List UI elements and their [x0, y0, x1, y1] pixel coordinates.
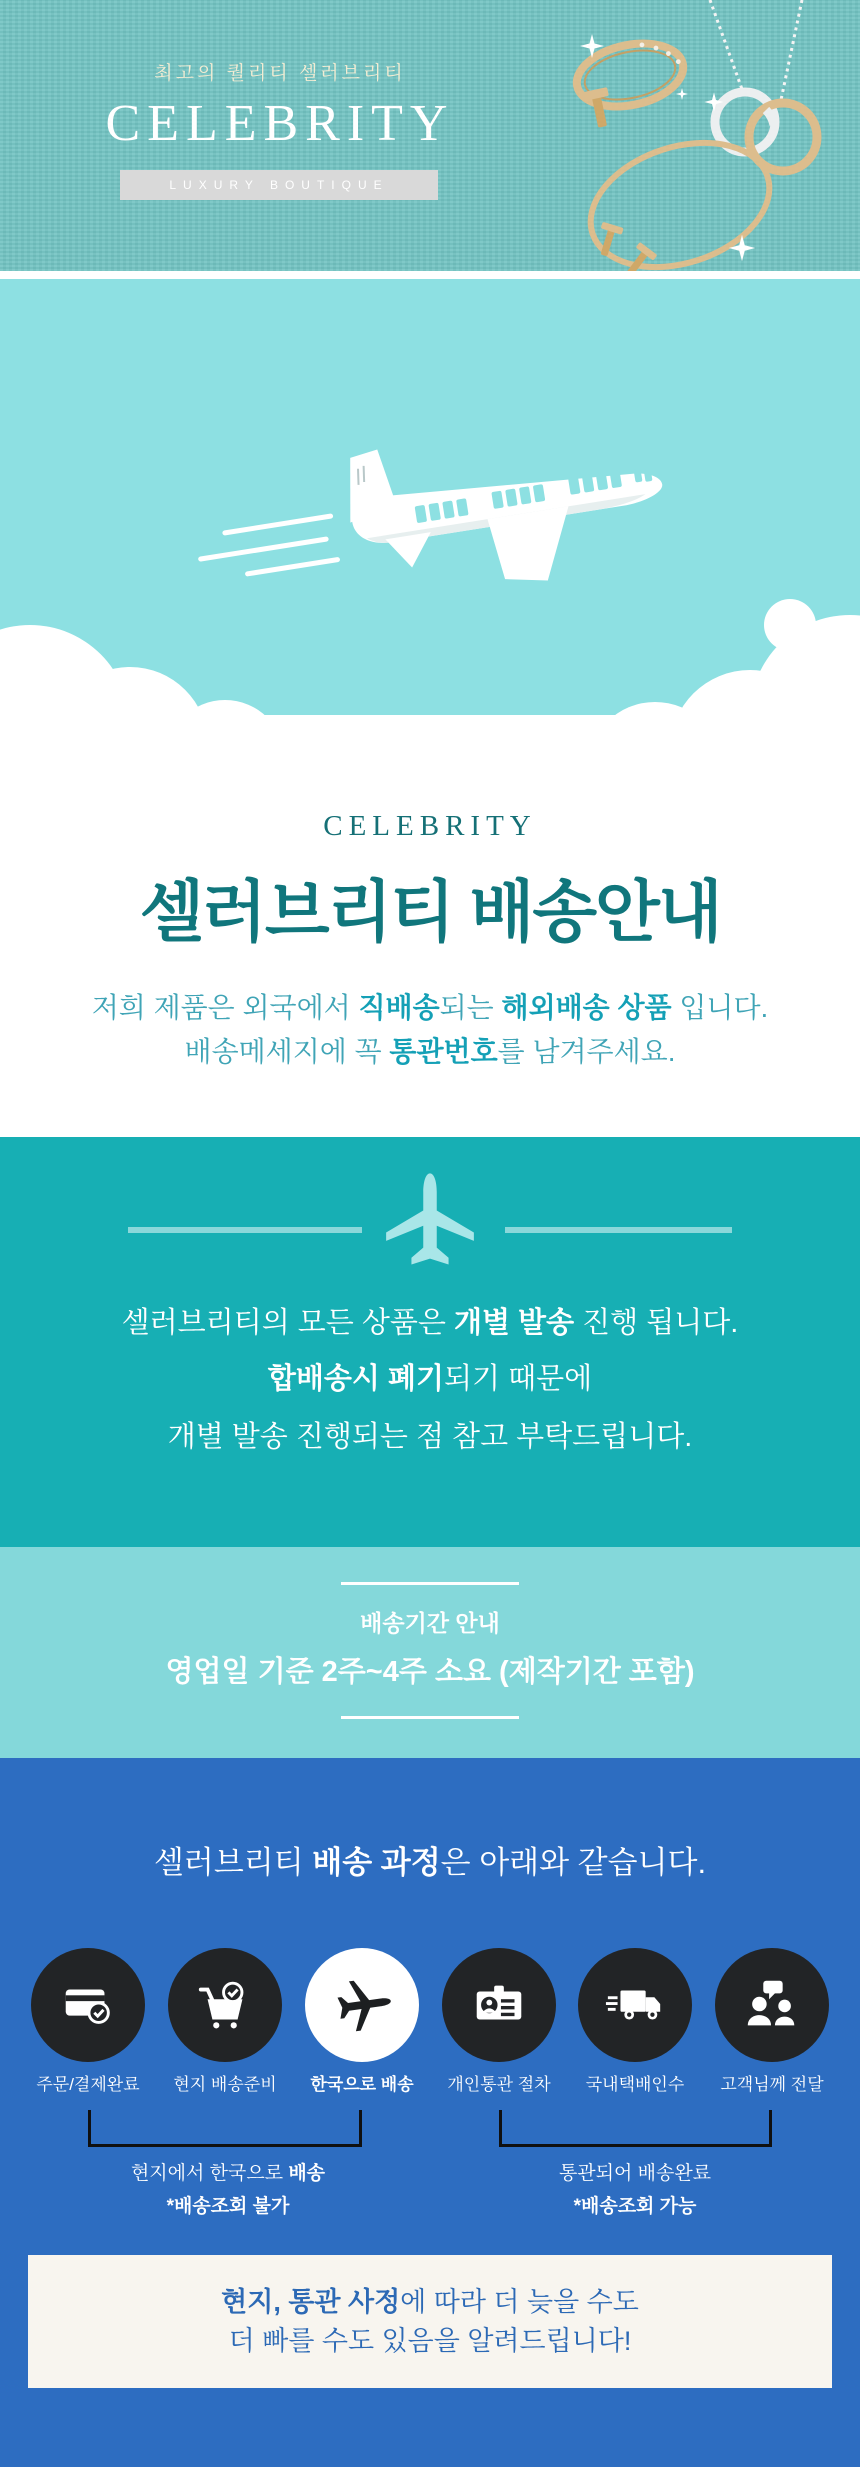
individual-line-3: 개별 발송 진행되는 점 참고 부탁드립니다. [167, 1421, 693, 1453]
step-label: 한국으로 배송 [310, 2075, 414, 2094]
process-step-customs [429, 1948, 569, 2096]
jewelry-photo [530, 0, 860, 271]
notice-line-1: 현지, 통관 사정에 따라 더 늦을 수도 [221, 2286, 639, 2317]
divider-top [341, 1582, 519, 1585]
banner-tagline: 최고의 퀄리티 셀러브리티 [154, 63, 406, 84]
process-step-prepare [155, 1948, 295, 2096]
step-circle [442, 1948, 556, 2062]
process-step-deliver-to-customer [702, 1948, 842, 2096]
shipping-period-section [0, 1547, 860, 1758]
shipping-intro-section [0, 745, 860, 1137]
process-heading: 셀러브리티 배송 과정은 아래와 같습니다. [153, 1845, 707, 1880]
step-label: 개인통관 절차 [447, 2075, 551, 2094]
bracket2-note: *배송조회 가능 [573, 2196, 697, 2217]
step-label: 국내택배인수 [585, 2075, 685, 2094]
intro-line-2: 배송메세지에 꼭 통관번호를 남겨주세요. [184, 1036, 676, 1067]
brand-logo-text: CELEBRITY [105, 95, 455, 152]
bracket1-caption: 현지에서 한국으로 배송 [130, 2163, 326, 2184]
notice-box [28, 2255, 832, 2388]
process-step-domestic-courier [565, 1948, 705, 2096]
bracket1-note: *배송조회 불가 [166, 2196, 290, 2217]
process-step-order [18, 1948, 158, 2096]
bracket2-caption: 통관되어 배송완료 [558, 2163, 712, 2184]
period-title: 배송기간 안내 [360, 1610, 500, 1636]
airplane-up-icon [373, 1170, 487, 1278]
step-circle [578, 1948, 692, 2062]
bracket-overseas-leg [88, 2110, 362, 2147]
process-step-to-korea [292, 1948, 432, 2096]
people-chat-icon [741, 1974, 803, 2036]
notice-line-2: 더 빠를 수도 있음을 알려드립니다! [228, 2325, 632, 2356]
sky-illustration-section [0, 279, 860, 745]
cart-check-icon [194, 1974, 256, 2036]
clouds-illustration [0, 555, 860, 745]
credit-card-check-icon [57, 1974, 119, 2036]
intro-brand-text: CELEBRITY [323, 810, 537, 842]
divider-bottom [341, 1716, 519, 1719]
luxury-boutique-badge: LUXURY BOUTIQUE [120, 170, 438, 200]
step-label: 주문/결제완료 [36, 2075, 140, 2094]
individual-line-1: 셀러브리티의 모든 상품은 개별 발송 진행 됩니다. [121, 1307, 739, 1339]
individual-shipping-section [0, 1137, 860, 1547]
gold-ring [571, 34, 692, 130]
step-circle [168, 1948, 282, 2062]
shipping-process-section [0, 1758, 860, 2467]
step-label: 고객님께 전달 [720, 2075, 824, 2094]
step-circle [31, 1948, 145, 2062]
id-card-icon [468, 1974, 530, 2036]
step-label: 현지 배송준비 [173, 2075, 277, 2094]
intro-line-1: 저희 제품은 외국에서 직배송되는 해외배송 상품 입니다. [91, 992, 769, 1023]
step-circle-highlighted [305, 1948, 419, 2062]
delivery-truck-icon [604, 1974, 666, 2036]
step-circle [715, 1948, 829, 2062]
individual-line-2: 합배송시 폐기되기 때문에 [267, 1363, 593, 1395]
divider-line-left [128, 1227, 362, 1233]
bracket-domestic-leg [499, 2110, 772, 2147]
divider-line-right [505, 1227, 732, 1233]
page-title: 셀러브리티 배송안내 [139, 875, 721, 950]
airplane-icon [331, 1974, 393, 2036]
period-subtitle: 영업일 기준 2주~4주 소요 (제작기간 포함) [165, 1656, 695, 1688]
brand-banner [0, 0, 860, 271]
